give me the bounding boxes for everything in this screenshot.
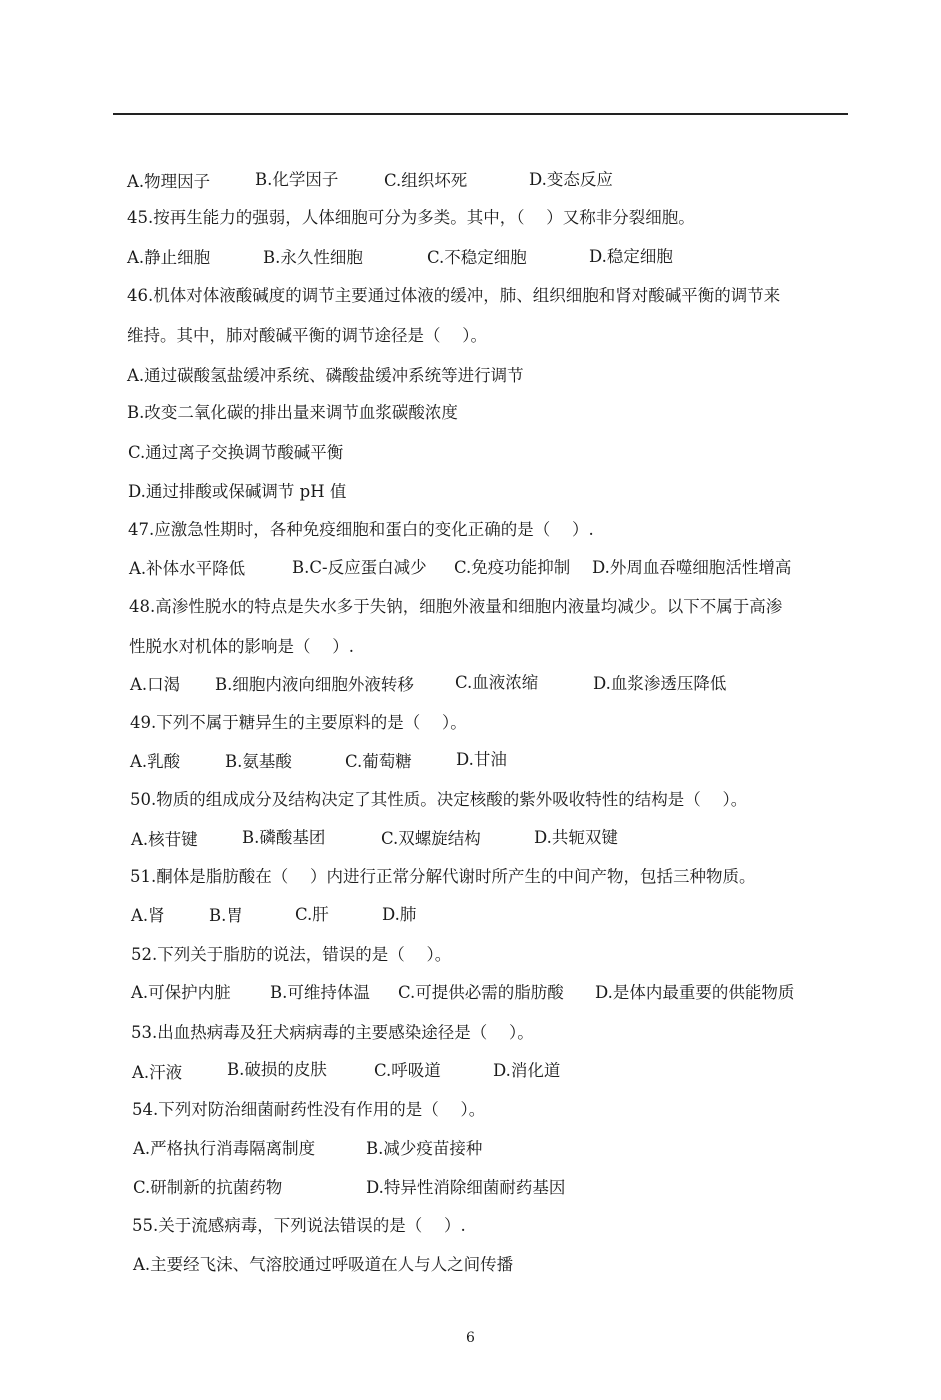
q51-option-a: A.肾 <box>131 906 165 925</box>
q51-stem: 51.酮体是脂肪酸在（ ）内进行正常分解代谢时所产生的中间产物，包括三种物质。 <box>130 867 756 886</box>
q46-stem-line2: 维持。其中，肺对酸碱平衡的调节途径是（ ）。 <box>127 326 487 345</box>
q47-option-d: D.外周血吞噬细胞活性增高 <box>592 558 792 577</box>
q54-option-c: C.研制新的抗菌药物 <box>133 1178 283 1197</box>
q51-option-b: B.胃 <box>209 906 243 925</box>
q50-option-a: A.核苷键 <box>131 830 198 849</box>
q48-stem-line2: 性脱水对机体的影响是（ ）. <box>129 637 354 656</box>
q47-stem: 47.应激急性期时，各种免疫细胞和蛋白的变化正确的是（ ）. <box>128 520 594 539</box>
q47-option-a: A.补体水平降低 <box>129 559 246 578</box>
q46-option-c: C.通过离子交换调节酸碱平衡 <box>128 443 344 462</box>
q49-option-a: A.乳酸 <box>130 752 181 771</box>
q44-option-a: A.物理因子 <box>127 172 211 191</box>
q52-option-a: A.可保护内脏 <box>131 983 231 1002</box>
q47-option-c: C.免疫功能抑制 <box>454 558 571 577</box>
q50-option-c: C.双螺旋结构 <box>381 829 481 848</box>
q50-option-d: D.共轭双键 <box>534 828 618 847</box>
q46-option-a: A.通过碳酸氢盐缓冲系统、磷酸盐缓冲系统等进行调节 <box>127 366 524 385</box>
q53-option-b: B.破损的皮肤 <box>227 1060 327 1079</box>
q48-stem-line1: 48.高渗性脱水的特点是失水多于失钠，细胞外液量和细胞内液量均减少。以下不属于高渗 <box>129 597 783 616</box>
q54-stem: 54.下列对防治细菌耐药性没有作用的是（ ）。 <box>132 1100 486 1119</box>
q54-option-a: A.严格执行消毒隔离制度 <box>133 1139 316 1158</box>
q53-stem: 53.出血热病毒及狂犬病病毒的主要感染途径是（ ）。 <box>131 1023 534 1042</box>
q49-option-d: D.甘油 <box>456 750 507 769</box>
q44-option-d: D.变态反应 <box>529 170 613 189</box>
q51-option-d: D.肺 <box>382 905 417 924</box>
q52-stem: 52.下列关于脂肪的说法，错误的是（ ）。 <box>131 945 452 964</box>
q52-option-c: C.可提供必需的脂肪酸 <box>398 983 564 1002</box>
q48-option-a: A.口渴 <box>130 675 181 694</box>
q48-option-c: C.血液浓缩 <box>455 673 539 692</box>
q53-option-d: D.消化道 <box>493 1061 561 1080</box>
q46-option-b: B.改变二氧化碳的排出量来调节血浆碳酸浓度 <box>127 403 458 422</box>
q50-stem: 50.物质的组成成分及结构决定了其性质。决定核酸的紫外吸收特性的结构是（ ）。 <box>130 790 748 809</box>
q49-stem: 49.下列不属于糖异生的主要原料的是（ ）。 <box>130 713 467 732</box>
page-number: 6 <box>466 1330 475 1346</box>
q45-option-c: C.不稳定细胞 <box>427 248 527 267</box>
q47-option-b: B.C-反应蛋白减少 <box>292 558 427 577</box>
q51-option-c: C.肝 <box>295 905 329 924</box>
q54-option-b: B.减少疫苗接种 <box>366 1139 483 1158</box>
q49-option-c: C.葡萄糖 <box>345 752 412 771</box>
q44-option-c: C.组织坏死 <box>384 171 468 190</box>
q54-option-d: D.特异性消除细菌耐药基因 <box>366 1178 566 1197</box>
q45-stem: 45.按再生能力的强弱，人体细胞可分为多类。其中，（ ）又称非分裂细胞。 <box>127 208 695 227</box>
q45-option-b: B.永久性细胞 <box>263 248 363 267</box>
q49-option-b: B.氨基酸 <box>225 752 292 771</box>
q44-option-b: B.化学因子 <box>255 170 339 189</box>
q50-option-b: B.磷酸基团 <box>242 828 326 847</box>
q52-option-b: B.可维持体温 <box>270 983 370 1002</box>
q53-option-c: C.呼吸道 <box>374 1061 441 1080</box>
q48-option-b: B.细胞内液向细胞外液转移 <box>215 675 414 694</box>
q48-option-d: D.血浆渗透压降低 <box>593 674 727 693</box>
q45-option-a: A.静止细胞 <box>127 248 211 267</box>
q55-option-a: A.主要经飞沫、气溶胶通过呼吸道在人与人之间传播 <box>133 1255 514 1274</box>
q55-stem: 55.关于流感病毒，下列说法错误的是（ ）. <box>132 1216 466 1235</box>
header-rule <box>113 113 848 115</box>
q52-option-d: D.是体内最重要的供能物质 <box>595 983 795 1002</box>
q46-stem-line1: 46.机体对体液酸碱度的调节主要通过体液的缓冲，肺、组织细胞和肾对酸碱平衡的调节来 <box>127 286 781 305</box>
q53-option-a: A.汗液 <box>132 1063 183 1082</box>
q46-option-d: D.通过排酸或保碱调节 pH 值 <box>128 482 347 501</box>
q45-option-d: D.稳定细胞 <box>589 247 673 266</box>
